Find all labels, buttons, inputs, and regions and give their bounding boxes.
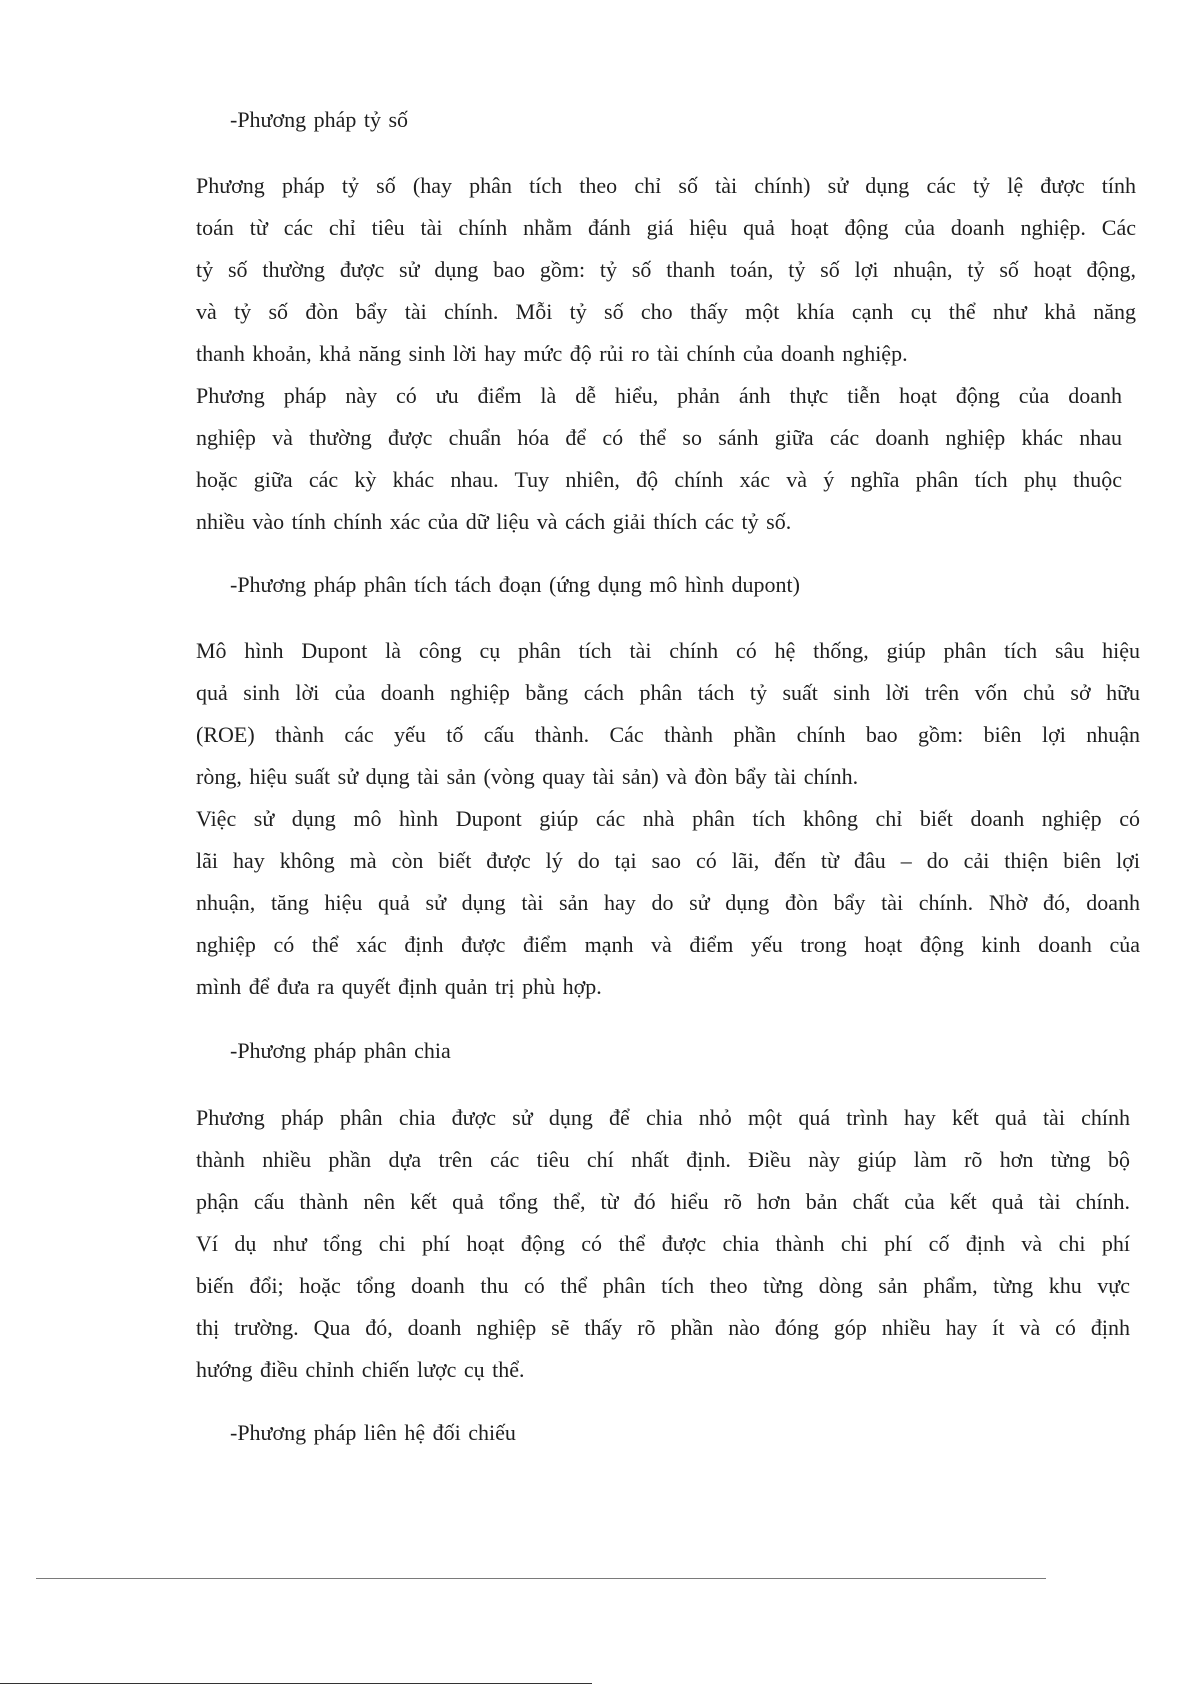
text-line: Mô hình Dupont là công cụ phân tích tài chính có hệ thống, giúp phân tích sâu hiệu [196,638,1140,663]
text-line: nhuận, tăng hiệu quả sử dụng tài sản hay do sử dụng đòn bẩy tài chính. Nhờ đó, doanh [196,890,1140,915]
page-bottom-rule [0,1683,592,1684]
text-line: nghiệp có thể xác định được điểm mạnh và điểm yếu trong hoạt động kinh doanh của [196,932,1140,957]
paragraph-ratio-method-2 [196,375,1122,543]
text-line: Phương pháp tỷ số (hay phân tích theo chỉ số tài chính) sử dụng các tỷ lệ được tính [196,173,1136,198]
text-line: Ví dụ như tổng chi phí hoạt động có thể được chia thành chi phí cố định và chi phí [196,1231,1130,1256]
text-line: quả sinh lời của doanh nghiệp bằng cách phân tách tỷ suất sinh lời trên vốn chủ sở hữu [196,680,1140,705]
paragraph-dupont-1 [196,630,1140,798]
text-line: tỷ số thường được sử dụng bao gồm: tỷ số thanh toán, tỷ số lợi nhuận, tỷ số hoạt động, [196,257,1136,282]
paragraph-dupont-2 [196,798,1140,1008]
paragraph-ratio-method-1 [196,165,1136,375]
text-line: mình để đưa ra quyết định quản trị phù hợp. [196,974,602,999]
text-line: nhiều vào tính chính xác của dữ liệu và cách giải thích các tỷ số. [196,509,792,534]
section-heading-dupont-method: -Phương pháp phân tích tách đoạn (ứng dụng mô hình dupont) [230,572,800,597]
text-line: Việc sử dụng mô hình Dupont giúp các nhà phân tích không chỉ biết doanh nghiệp có [196,806,1140,831]
text-line: biến đổi; hoặc tổng doanh thu có thể phân tích theo từng dòng sản phẩm, từng khu vực [196,1273,1130,1298]
text-line: Phương pháp này có ưu điểm là dễ hiểu, phản ánh thực tiễn hoạt động của doanh [196,383,1122,408]
text-line: hướng điều chỉnh chiến lược cụ thể. [196,1357,525,1382]
text-line: thanh khoản, khả năng sinh lời hay mức độ rủi ro tài chính của doanh nghiệp. [196,341,908,366]
text-line: ròng, hiệu suất sử dụng tài sản (vòng quay tài sản) và đòn bẩy tài chính. [196,764,859,789]
text-line: thị trường. Qua đó, doanh nghiệp sẽ thấy rõ phần nào đóng góp nhiều hay ít và có định [196,1315,1130,1340]
section-heading-ratio-method: -Phương pháp tỷ số [230,107,409,132]
text-line: (ROE) thành các yếu tố cấu thành. Các thành phần chính bao gồm: biên lợi nhuận [196,722,1140,747]
text-line: và tỷ số đòn bẩy tài chính. Mỗi tỷ số cho thấy một khía cạnh cụ thể như khả năng [196,299,1136,324]
text-line: toán từ các chỉ tiêu tài chính nhằm đánh giá hiệu quả hoạt động của doanh nghiệp. Các [196,215,1136,240]
section-heading-comparison-method: -Phương pháp liên hệ đối chiếu [230,1420,516,1445]
text-line: lãi hay không mà còn biết được lý do tại sao có lãi, đến từ đâu – do cải thiện biên lợi [196,848,1140,873]
text-line: Phương pháp phân chia được sử dụng để chia nhỏ một quá trình hay kết quả tài chính [196,1105,1130,1130]
text-line: hoặc giữa các kỳ khác nhau. Tuy nhiên, độ chính xác và ý nghĩa phân tích phụ thuộc [196,467,1122,492]
paragraph-division-1 [196,1097,1130,1391]
text-line: nghiệp và thường được chuẩn hóa để có thể so sánh giữa các doanh nghiệp khác nhau [196,425,1122,450]
footer-divider [36,1578,1046,1579]
section-heading-division-method: -Phương pháp phân chia [230,1038,451,1063]
text-line: phận cấu thành nên kết quả tổng thể, từ đó hiểu rõ hơn bản chất của kết quả tài chính. [196,1189,1130,1214]
text-line: thành nhiều phần dựa trên các tiêu chí nhất định. Điều này giúp làm rõ hơn từng bộ [196,1147,1130,1172]
